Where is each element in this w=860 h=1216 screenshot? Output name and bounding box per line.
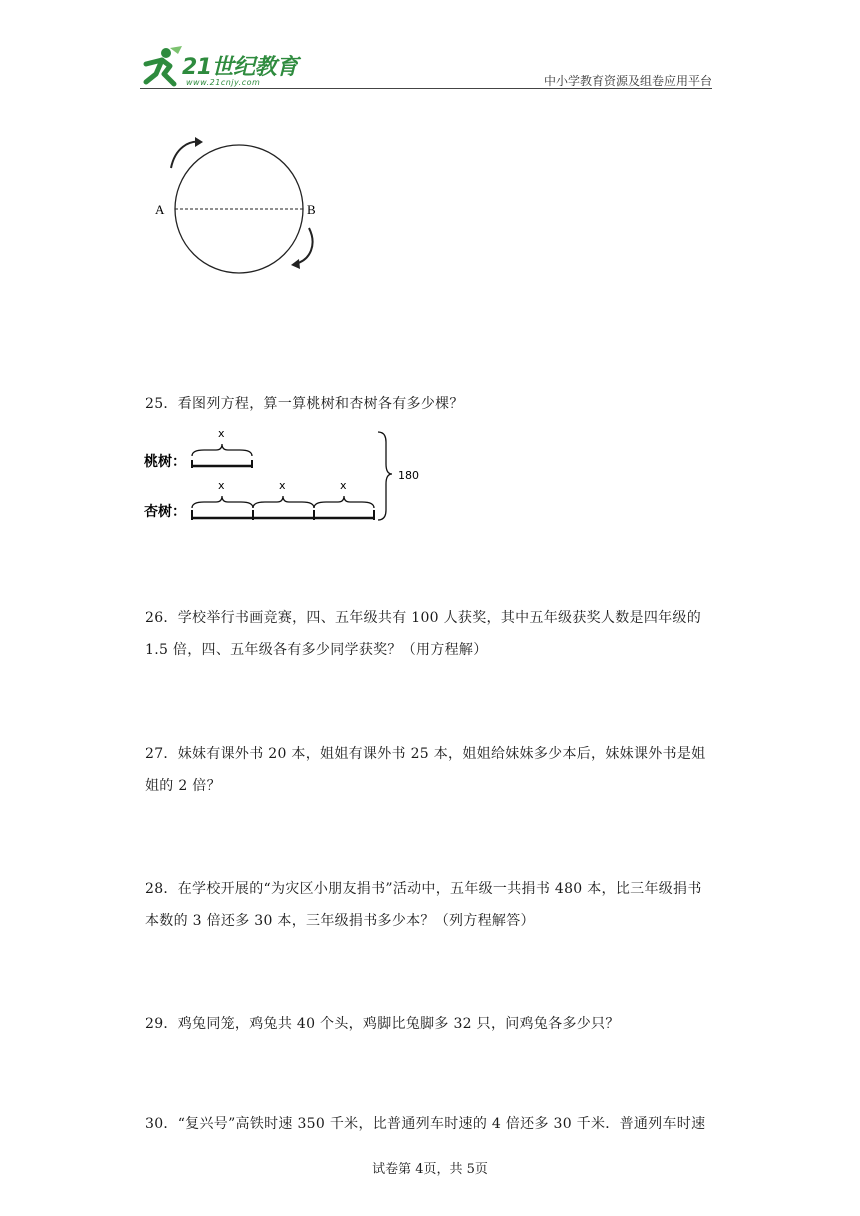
- question-25: [145, 388, 725, 420]
- apricot-brace-1: [192, 496, 253, 508]
- header-divider: [140, 88, 712, 89]
- apricot-label: 杏树：: [144, 504, 186, 520]
- page-number: 试卷第 4页，共 5页: [372, 1162, 488, 1177]
- question-28-line-1: 28．在学校开展的“为灾区小朋友捐书”活动中，五年级一共捐书 480 本，比三年级捐书: [145, 881, 702, 897]
- question-30-text: 30．“复兴号”高铁时速 350 千米，比普通列车时速的 4 倍还多 30 千米．普通列车时速: [145, 1116, 706, 1132]
- question-27-line-2: 姐的 2 倍？: [145, 778, 221, 794]
- total-brace: [378, 432, 392, 520]
- logo: [140, 44, 320, 90]
- total-label: 180: [398, 469, 419, 482]
- platform-name: 中小学教育资源及组卷应用平台: [543, 74, 712, 88]
- peach-label: 桃树：: [144, 454, 186, 470]
- circle-shape: [175, 145, 303, 273]
- peach-brace: [192, 444, 252, 456]
- apricot-x-label-2: x: [279, 479, 286, 492]
- question-27-line-1: 27．妹妹有课外书 20 本，姐姐有课外书 25 本，姐姐给妹妹多少本后，妹妹课外书是姐: [145, 746, 706, 762]
- question-27: [145, 738, 725, 802]
- apricot-brace-2: [253, 496, 314, 508]
- question-28-line-2: 本数的 3 倍还多 30 本，三年级捐书多少本？（列方程解答）: [145, 913, 535, 929]
- apricot-x-label-1: x: [218, 479, 225, 492]
- runner-logo-icon: [140, 44, 184, 90]
- point-a-label: A: [155, 202, 165, 217]
- point-b-label: B: [307, 202, 316, 217]
- question-25-text: 25．看图列方程，算一算桃树和杏树各有多少棵？: [145, 396, 464, 412]
- bar-figure: [140, 420, 430, 530]
- logo-text: 21世纪教育: [182, 55, 298, 80]
- page-header: [140, 40, 712, 90]
- question-26-line-2: 1.5 倍，四、五年级各有多少同学获奖？（用方程解）: [145, 642, 488, 658]
- question-26: [145, 602, 725, 666]
- apricot-brace-3: [314, 496, 374, 508]
- question-29: [145, 1008, 725, 1040]
- apricot-x-label-3: x: [340, 479, 347, 492]
- page-footer: [0, 1158, 860, 1177]
- question-30: [145, 1108, 725, 1140]
- question-28: [145, 873, 725, 937]
- logo-url: www.21cnjy.com: [186, 78, 261, 87]
- question-29-text: 29．鸡兔同笼，鸡兔共 40 个头，鸡脚比兔脚多 32 只，问鸡兔各多少只？: [145, 1016, 620, 1032]
- peach-x-label: x: [218, 427, 225, 440]
- question-26-line-1: 26．学校举行书画竞赛，四、五年级共有 100 人获奖，其中五年级获奖人数是四年级的: [145, 610, 702, 626]
- circle-figure: [145, 132, 345, 282]
